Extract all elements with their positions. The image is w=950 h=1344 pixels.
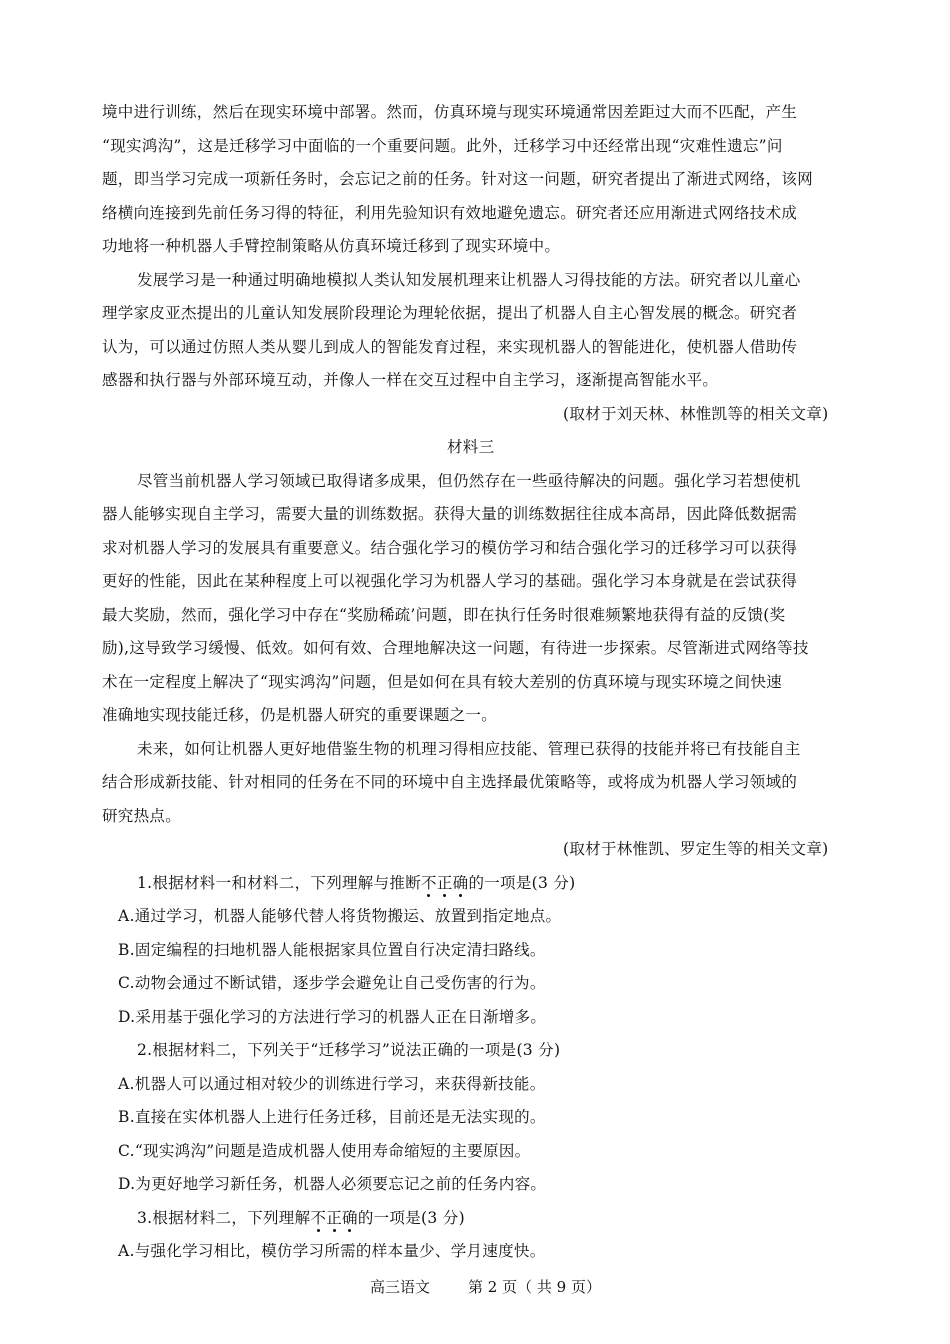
text-line [0,566,950,596]
page-footer [0,1275,950,1299]
paragraph-text: 认为，可以通过仿照人类从婴儿到成人的智能发育过程，来实现机器人的智能进化，使机器人借助传 [102,338,798,356]
paragraph-text: 功地将一种机器人手臂控制策略从仿真环境迁移到了现实环境中。 [102,237,561,255]
question-3-stem [0,1203,950,1233]
option-text: D.采用基于强化学习的方法进行学习的机器人正在日渐增多。 [118,1008,547,1026]
option-c [0,1136,950,1166]
option-text: B.直接在实体机器人上进行任务迁移，目前还是无法实现的。 [118,1108,546,1126]
text-line [0,399,950,429]
source-citation: (取材于林惟凯、罗定生等的相关文章) [563,840,829,858]
paragraph-text: 尽管当前机器人学习领域已取得诸多成果，但仍然存在一些亟待解决的问题。强化学习若想使机 [137,472,801,490]
emphasis-char: 正 [437,868,453,898]
paragraph-text: 感器和执行器与外部环境互动，并像人一样在交互过程中自主学习，逐渐提高智能水平。 [102,371,719,389]
text-line [0,432,950,462]
paragraph-text: “现实鸿沟”，这是迁移学习中面临的一个重要问题。此外，迁移学习中还经常出现“灾难性遗忘”问 [102,137,783,155]
text-line [0,365,950,395]
source-citation: (取材于刘天林、林惟凯等的相关文章) [563,405,829,423]
question-stem-text [137,1203,465,1233]
paragraph-text: 术在一定程度上解决了“现实鸿沟”问题，但是如何在具有较大差别的仿真环境与现实环境之间快速 [102,673,783,691]
stem-text: 3.根据材料二，下列理解 [137,1209,311,1227]
emphasis-char: 正 [326,1203,342,1233]
paragraph-text: 最大奖励，然而，强化学习中存在“奖励稀疏’问题，即在执行任务时很难频繁地获得有益的反馈(奖 [102,606,786,624]
paragraph-text: 更好的性能，因此在某种程度上可以视强化学习为机器人学习的基础。强化学习本身就是在尝试获得 [102,572,798,590]
option-text: A.通过学习，机器人能够代替人将货物搬运、放置到指定地点。 [118,907,562,925]
text-line [0,734,950,764]
option-a [0,1069,950,1099]
text-line [0,131,950,161]
text-line [0,834,950,864]
emphasis-char: 不 [421,868,437,898]
text-line [0,801,950,831]
paragraph-text: 准确地实现技能迁移，仍是机器人研究的重要课题之一。 [102,706,498,724]
emphasis-char: 确 [342,1203,358,1233]
text-line [0,332,950,362]
paragraph-text: 器人能够实现自主学习，需要大量的训练数据。获得大量的训练数据往往成本高昂，因此降低数据需 [102,505,798,523]
text-line [0,298,950,328]
text-line [0,97,950,127]
paragraph-text: 未来，如何让机器人更好地借鉴生物的机理习得相应技能、管理已获得的技能并将已有技能自主 [137,740,801,758]
option-c [0,968,950,998]
text-line [0,499,950,529]
option-a [0,1236,950,1266]
text-line [0,667,950,697]
paragraph-text: 题，即当学习完成一项新任务时，会忘记之前的任务。针对这一问题，研究者提出了渐进式网络，该网 [102,170,814,188]
footer-page-number: 第 2 页（ 共 9 页） [468,1278,601,1296]
question-1-stem [0,868,950,898]
text-line [0,700,950,730]
option-text: C.动物会通过不断试错，逐步学会避免让自己受伤害的行为。 [118,974,546,992]
question-stem-text: 2.根据材料二，下列关于“迁移学习”说法正确的一项是(3 分) [137,1041,561,1059]
paragraph-text: 境中进行训练，然后在现实环境中部署。然而，仿真环境与现实环境通常因差距过大而不匹配，产生 [102,103,798,121]
paragraph-text: 求对机器人学习的发展具有重要意义。结合强化学习的模仿学习和结合强化学习的迁移学习可以获得 [102,539,798,557]
stem-text: 的一项是(3 分) [357,1209,465,1227]
option-a [0,901,950,931]
option-d [0,1169,950,1199]
paragraph-text: 理学家皮亚杰提出的儿童认知发展阶段理论为理轮依据，提出了机器人自主心智发展的概念。研究者 [102,304,798,322]
text-line [0,767,950,797]
stem-text: 1.根据材料一和材料二，下列理解与推断 [137,874,421,892]
paragraph-text: 络横向连接到先前任务习得的特征，利用先验知识有效地避免遗忘。研究者还应用渐进式网络技术成 [102,204,798,222]
text-line [0,198,950,228]
section-title: 材料三 [447,438,495,456]
text-line [0,265,950,295]
option-text: A.与强化学习相比，模仿学习所需的样本量少、学月速度快。 [118,1242,546,1260]
option-text: D.为更好地学习新任务，机器人必须要忘记之前的任务内容。 [118,1175,547,1193]
text-line [0,231,950,261]
option-text: A.机器人可以通过相对较少的训练进行学习，来获得新技能。 [118,1075,546,1093]
paragraph-text: 发展学习是一种通过明确地模拟人类认知发展机理来让机器人习得技能的方法。研究者以儿童心 [137,271,801,289]
question-2-stem [0,1035,950,1065]
footer-subject: 高三语文 [370,1278,431,1296]
text-line [0,633,950,663]
text-line [0,164,950,194]
text-line [0,466,950,496]
emphasis-char: 确 [453,868,469,898]
text-line [0,600,950,630]
question-stem-text [137,868,576,898]
option-text: B.固定编程的扫地机器人能根据家具位置自行决定清扫路线。 [118,941,546,959]
option-b [0,935,950,965]
option-b [0,1102,950,1132]
paragraph-text: 结合形成新技能、针对相同的任务在不同的环境中自主选择最优策略等，或将成为机器人学习领域的 [102,773,798,791]
text-line [0,533,950,563]
paragraph-text: 励),这导致学习缓慢、低效。如何有效、合理地解决这一问题，有待进一步探索。尽管渐进式网络等技 [102,639,809,657]
option-text: C.“现实鸿沟”问题是造成机器人使用寿命缩短的主要原因。 [118,1142,531,1160]
option-d [0,1002,950,1032]
emphasis-char: 不 [310,1203,326,1233]
stem-text: 的一项是(3 分) [468,874,576,892]
paragraph-text: 研究热点。 [102,807,182,825]
